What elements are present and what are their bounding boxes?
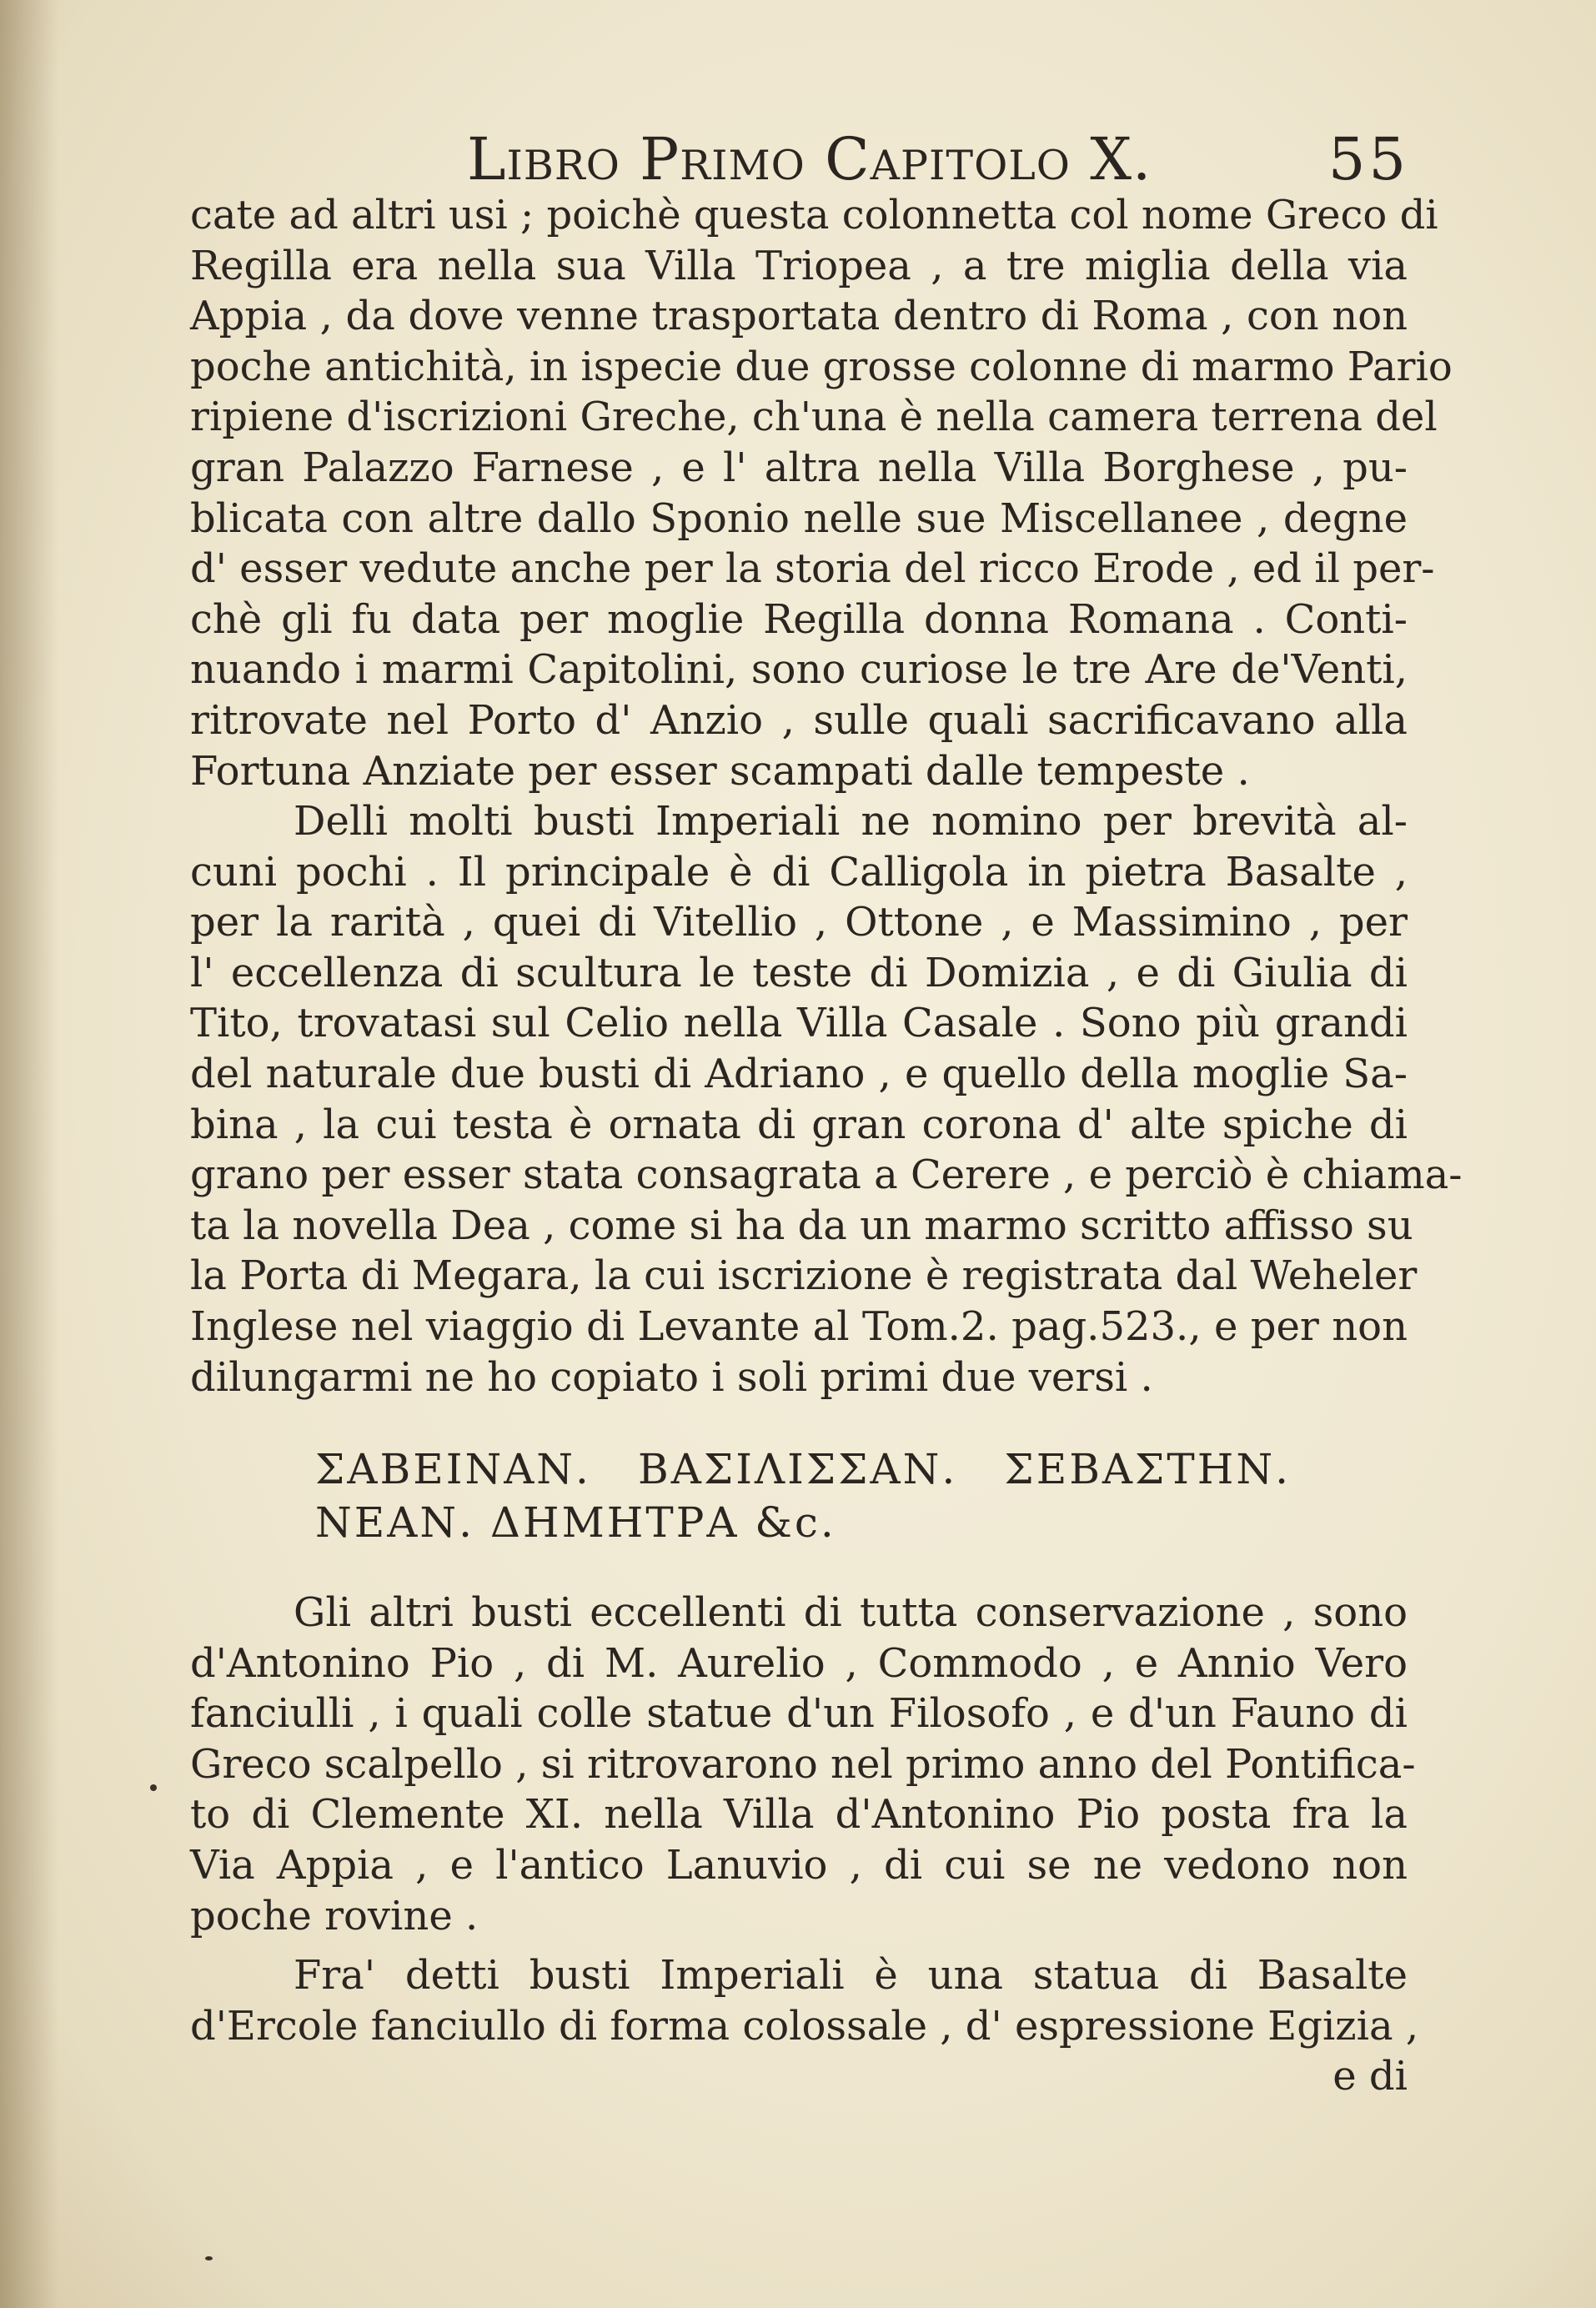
- text-line: Appia , da dove venne trasportata dentro di Roma , con non: [190, 293, 1408, 340]
- text-line: Via Appia , e l'antico Lanuvio , di cui se ne vedono non: [190, 1841, 1408, 1889]
- text-line: Greco scalpello , si ritrovarono nel primo anno del Pontifica-: [190, 1740, 1416, 1788]
- text-line: dilungarmi ne ho copiato i soli primi due versi .: [190, 1353, 1153, 1401]
- text-line: d'Ercole fanciullo di forma colossale , d' espressione Egizia ,: [190, 2002, 1419, 2050]
- text-line: bina , la cui testa è ornata di gran corona d' alte spiche di: [190, 1101, 1408, 1148]
- inscription-line: ΝΕΑΝ. ΔΗΜΗΤΡΑ &c.: [315, 1498, 836, 1547]
- text-line: Tito, trovatasi sul Celio nella Villa Casale . Sono più grandi: [190, 1000, 1408, 1047]
- ink-speck: [205, 2256, 213, 2260]
- text-line: poche rovine .: [190, 1892, 479, 1939]
- text-line: la Porta di Megara, la cui iscrizione è registrata dal Weheler: [190, 1252, 1418, 1300]
- text-line: cuni pochi . Il principale è di Calligola in pietra Basalte ,: [190, 848, 1408, 896]
- page-number: 55: [1327, 125, 1409, 193]
- catchword-line: e di: [1333, 2053, 1408, 2100]
- text-line: Delli molti busti Imperiali ne nomino per brevità al-: [294, 798, 1408, 845]
- page-header: [467, 125, 1409, 192]
- text-line: del naturale due busti di Adriano , e quello della moglie Sa-: [190, 1050, 1408, 1097]
- paragraph-busts: [190, 796, 1463, 1402]
- text-line: Regilla era nella sua Villa Triopea , a tre miglia della via: [190, 242, 1408, 289]
- text-line: blicata con altre dallo Sponio nelle sue Miscellanee , degne: [190, 494, 1408, 542]
- text-line: cate ad altri usi ; poichè questa colonnetta col nome Greco di: [190, 192, 1438, 238]
- text-line: Gli altri busti eccellenti di tutta conservazione , sono: [294, 1589, 1408, 1636]
- text-line: d' esser vedute anche per la storia del ricco Erode , ed il per-: [190, 545, 1435, 593]
- text-line: per la rarità , quei di Vitellio , Ottone , e Massimino , per: [190, 899, 1408, 946]
- text-line: ritrovate nel Porto d' Anzio , sulle quali sacrificavano alla: [190, 696, 1408, 744]
- paragraph-continuation: [190, 190, 1453, 796]
- text-line: fanciulli , i quali colle statue d'un Filosofo , e d'un Fauno di: [190, 1690, 1408, 1738]
- text-line: ripiene d'iscrizioni Greche, ch'una è nella camera terrena del: [190, 394, 1438, 441]
- text-line: ta la novella Dea , come si ha da un marmo scritto affisso su: [190, 1202, 1413, 1249]
- text-line: Fortuna Anziate per esser scampati dalle tempeste .: [190, 747, 1250, 795]
- paragraph-other-busts: [190, 1588, 1416, 1941]
- text-line: Inglese nel viaggio di Levante al Tom.2. pag.523., e per non: [190, 1302, 1408, 1350]
- text-line: gran Palazzo Farnese , e l' altra nella Villa Borghese , pu-: [190, 444, 1408, 491]
- text-line: to di Clemente XI. nella Villa d'Antonino Pio posta fra la: [190, 1791, 1408, 1839]
- paragraph-hercules: [190, 1950, 1419, 2102]
- running-title: Libro Primo Capitolo X.: [467, 125, 1152, 193]
- text-line: chè gli fu data per moglie Regilla donna Romana . Conti-: [190, 595, 1408, 643]
- text-line: d'Antonino Pio , di M. Aurelio , Commodo , e Annio Vero: [190, 1639, 1408, 1687]
- greek-inscription: [315, 1442, 1291, 1549]
- text-line: l' eccellenza di scultura le teste di Domizia , e di Giulia di: [190, 949, 1408, 996]
- text-line: grano per esser stata consagrata a Cerere , e perciò è chiama-: [190, 1151, 1463, 1199]
- text-line: poche antichità, in ispecie due grosse colonne di marmo Pario: [190, 343, 1453, 390]
- text-line: Fra' detti busti Imperiali è una statua di Basalte: [294, 1952, 1408, 1999]
- inscription-line: ΣΑΒΕΙΝΑΝ. ΒΑΣΙΛΙΣΣΑΝ. ΣΕΒΑΣΤΗΝ.: [315, 1445, 1291, 1493]
- ink-speck: [150, 1784, 157, 1791]
- text-line: nuando i marmi Capitolini, sono curiose le tre Are de'Venti,: [190, 646, 1408, 694]
